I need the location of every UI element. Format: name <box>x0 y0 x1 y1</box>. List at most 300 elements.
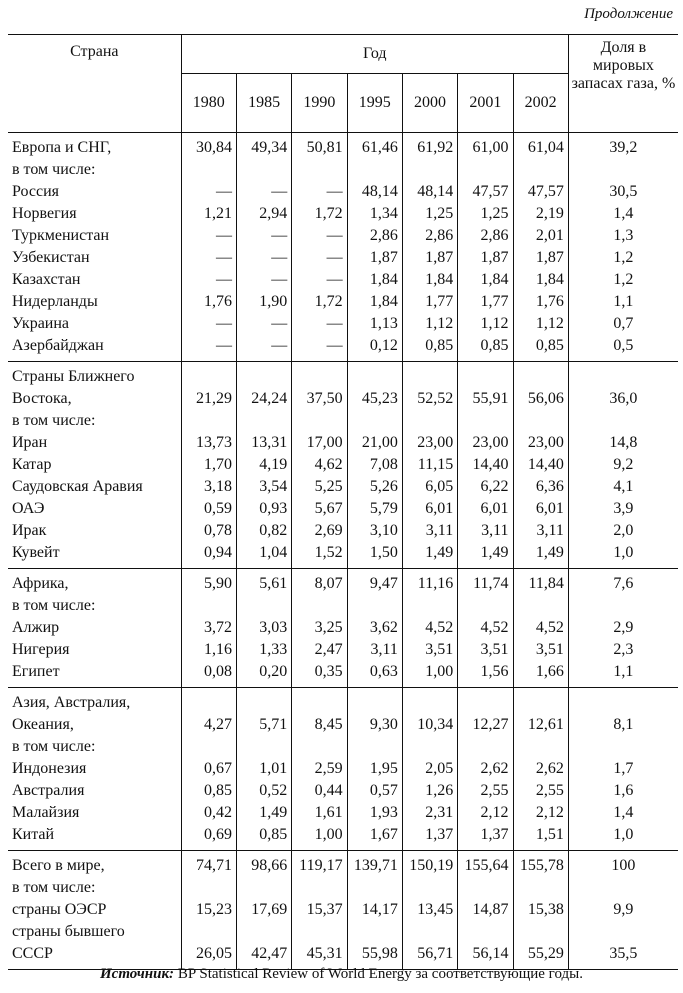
value-1985: 4,19 <box>236 454 291 476</box>
value-1995 <box>347 362 402 389</box>
value-2000: 1,25 <box>402 203 457 225</box>
value-2001: 2,55 <box>458 780 513 802</box>
country-name: Катар <box>12 456 52 473</box>
value-1990: 3,25 <box>292 617 347 639</box>
table-row <box>8 595 678 617</box>
value-1980: — <box>181 225 236 247</box>
value-2000 <box>402 362 457 389</box>
value-2002: 1,51 <box>513 824 568 851</box>
value-1980 <box>181 921 236 943</box>
value-1980: 5,90 <box>181 569 236 596</box>
value-2002 <box>513 736 568 758</box>
share-value: 35,5 <box>568 943 678 970</box>
table-row <box>8 688 678 715</box>
country-name: Норвегия <box>12 205 77 222</box>
value-1980: 13,73 <box>181 432 236 454</box>
value-2001: 1,87 <box>458 247 513 269</box>
value-2000: 1,37 <box>402 824 457 851</box>
value-2000: 2,31 <box>402 802 457 824</box>
value-1985: 1,49 <box>236 802 291 824</box>
value-1990: 15,37 <box>292 899 347 921</box>
value-2001: 2,12 <box>458 802 513 824</box>
value-1980: 0,59 <box>181 498 236 520</box>
share-value: 100 <box>568 851 678 878</box>
value-2001: 14,40 <box>458 454 513 476</box>
share-value: 8,1 <box>568 714 678 736</box>
table-row <box>8 410 678 432</box>
value-2001: 155,64 <box>458 851 513 878</box>
share-value: 2,0 <box>568 520 678 542</box>
country-name: Ирак <box>12 522 47 539</box>
value-1980: — <box>181 335 236 362</box>
share-value: 30,5 <box>568 181 678 203</box>
value-1990: 37,50 <box>292 388 347 410</box>
value-1985: 49,34 <box>236 133 291 160</box>
value-2002: 4,52 <box>513 617 568 639</box>
country-name: Иран <box>12 434 48 451</box>
value-1980: 3,18 <box>181 476 236 498</box>
country-name: страны бывшего <box>12 923 125 940</box>
value-1990: 5,25 <box>292 476 347 498</box>
value-1985: — <box>236 269 291 291</box>
value-2000: 1,00 <box>402 661 457 688</box>
value-1980: — <box>181 247 236 269</box>
value-2000: 10,34 <box>402 714 457 736</box>
value-2002: 56,06 <box>513 388 568 410</box>
share-value: 39,2 <box>568 133 678 160</box>
value-2000 <box>402 921 457 943</box>
value-1995: 5,26 <box>347 476 402 498</box>
value-2001: 1,77 <box>458 291 513 313</box>
value-2001: 61,00 <box>458 133 513 160</box>
value-1990: 17,00 <box>292 432 347 454</box>
value-2002: 1,66 <box>513 661 568 688</box>
value-2002: 1,76 <box>513 291 568 313</box>
table-row <box>8 388 678 410</box>
value-1980: 21,29 <box>181 388 236 410</box>
value-1995: 0,57 <box>347 780 402 802</box>
value-1990: 8,45 <box>292 714 347 736</box>
header-country: Страна <box>8 35 181 133</box>
value-1990: 2,69 <box>292 520 347 542</box>
country-name: Страны Ближнего <box>8 362 181 389</box>
value-1990 <box>292 877 347 899</box>
value-2002: 1,87 <box>513 247 568 269</box>
share-value: 9,9 <box>568 899 678 921</box>
value-1985: 1,04 <box>236 542 291 569</box>
country-name: Европа и СНГ, <box>12 139 112 156</box>
value-2000 <box>402 877 457 899</box>
share-value: 1,2 <box>568 247 678 269</box>
value-2000: 1,77 <box>402 291 457 313</box>
value-1995: 3,10 <box>347 520 402 542</box>
value-1980: — <box>181 313 236 335</box>
value-1995: 1,50 <box>347 542 402 569</box>
value-2001 <box>458 159 513 181</box>
value-2002: 6,36 <box>513 476 568 498</box>
country-name: в том числе: <box>12 738 96 755</box>
value-1985: 24,24 <box>236 388 291 410</box>
value-2002: 2,19 <box>513 203 568 225</box>
value-2000: 3,51 <box>402 639 457 661</box>
source-label: Источник: <box>100 966 175 982</box>
value-1980: 0,78 <box>181 520 236 542</box>
value-1995: 0,63 <box>347 661 402 688</box>
country-name: Украина <box>12 315 70 332</box>
value-1990 <box>292 921 347 943</box>
value-2000: 52,52 <box>402 388 457 410</box>
share-value: 1,1 <box>568 291 678 313</box>
value-1985 <box>236 159 291 181</box>
value-2002: 2,01 <box>513 225 568 247</box>
value-1990: — <box>292 335 347 362</box>
table-row <box>8 714 678 736</box>
country-name: Океания, <box>12 716 74 733</box>
value-1990: 0,35 <box>292 661 347 688</box>
share-value: 1,1 <box>568 661 678 688</box>
header-year-1995: 1995 <box>347 74 402 133</box>
value-2001: 1,49 <box>458 542 513 569</box>
value-1990: 119,17 <box>292 851 347 878</box>
value-1985: 0,20 <box>236 661 291 688</box>
value-1995: 1,84 <box>347 291 402 313</box>
value-1980: 0,85 <box>181 780 236 802</box>
value-1985 <box>236 410 291 432</box>
value-1985: — <box>236 335 291 362</box>
value-2001: 0,85 <box>458 335 513 362</box>
table-row <box>8 824 678 851</box>
value-1990: — <box>292 269 347 291</box>
value-1995: 21,00 <box>347 432 402 454</box>
header-year-2000: 2000 <box>402 74 457 133</box>
share-value: 1,4 <box>568 203 678 225</box>
value-2001: 2,62 <box>458 758 513 780</box>
value-1985 <box>236 362 291 389</box>
country-name: Индонезия <box>12 760 87 777</box>
value-2001: 23,00 <box>458 432 513 454</box>
value-1995: 9,30 <box>347 714 402 736</box>
value-1995 <box>347 595 402 617</box>
value-1985: 5,71 <box>236 714 291 736</box>
country-name: страны ОЭСР <box>12 901 107 918</box>
value-1985: 1,90 <box>236 291 291 313</box>
country-name: в том числе: <box>12 879 96 896</box>
country-name: Востока, <box>12 390 72 407</box>
value-1990: 1,52 <box>292 542 347 569</box>
header-year-1990: 1990 <box>292 74 347 133</box>
value-2002: 6,01 <box>513 498 568 520</box>
value-2001 <box>458 736 513 758</box>
value-2002: 15,38 <box>513 899 568 921</box>
value-1980: 15,23 <box>181 899 236 921</box>
share-value: 1,6 <box>568 780 678 802</box>
table-row <box>8 203 678 225</box>
header-year-1985: 1985 <box>236 74 291 133</box>
value-2002: 1,49 <box>513 542 568 569</box>
value-1980: 0,42 <box>181 802 236 824</box>
source-note <box>0 966 683 983</box>
value-1995: 9,47 <box>347 569 402 596</box>
table-row <box>8 661 678 688</box>
value-2002: 1,12 <box>513 313 568 335</box>
table-row <box>8 313 678 335</box>
share-value: 2,3 <box>568 639 678 661</box>
table-row <box>8 432 678 454</box>
value-2000: 61,92 <box>402 133 457 160</box>
value-1995: 1,84 <box>347 269 402 291</box>
value-1985 <box>236 877 291 899</box>
value-2002 <box>513 362 568 389</box>
value-1995: 0,12 <box>347 335 402 362</box>
value-1980 <box>181 410 236 432</box>
value-1985: 1,33 <box>236 639 291 661</box>
table-row <box>8 159 678 181</box>
value-1990: 1,72 <box>292 291 347 313</box>
value-2000 <box>402 595 457 617</box>
value-1985: 42,47 <box>236 943 291 970</box>
value-1985: 3,54 <box>236 476 291 498</box>
value-2000: 1,49 <box>402 542 457 569</box>
table-row <box>8 335 678 362</box>
country-name: Нигерия <box>12 641 70 658</box>
value-2001: 6,22 <box>458 476 513 498</box>
value-2001 <box>458 877 513 899</box>
value-2000: 56,71 <box>402 943 457 970</box>
value-1985 <box>236 736 291 758</box>
value-1990: 0,44 <box>292 780 347 802</box>
share-value <box>568 362 678 389</box>
value-1985: 1,01 <box>236 758 291 780</box>
value-1995: 1,93 <box>347 802 402 824</box>
share-value: 1,2 <box>568 269 678 291</box>
value-1995 <box>347 921 402 943</box>
value-1990: — <box>292 181 347 203</box>
share-value: 1,3 <box>568 225 678 247</box>
share-value: 1,0 <box>568 824 678 851</box>
value-2001: 2,86 <box>458 225 513 247</box>
table-row <box>8 569 678 596</box>
share-value <box>568 921 678 943</box>
value-2002: 55,29 <box>513 943 568 970</box>
value-2000: 2,05 <box>402 758 457 780</box>
value-2001: 4,52 <box>458 617 513 639</box>
value-2000: 1,87 <box>402 247 457 269</box>
value-2001: 3,11 <box>458 520 513 542</box>
value-1985: 0,52 <box>236 780 291 802</box>
value-1985: 2,94 <box>236 203 291 225</box>
value-1985: — <box>236 247 291 269</box>
value-2001: 1,37 <box>458 824 513 851</box>
value-1980: 1,16 <box>181 639 236 661</box>
value-1985: 13,31 <box>236 432 291 454</box>
value-2000 <box>402 159 457 181</box>
value-2000: 48,14 <box>402 181 457 203</box>
continuation-label: Продолжение <box>584 6 673 22</box>
share-value <box>568 736 678 758</box>
table-row <box>8 758 678 780</box>
value-1995: 48,14 <box>347 181 402 203</box>
share-value <box>568 595 678 617</box>
share-value <box>568 688 678 715</box>
value-1980: 1,76 <box>181 291 236 313</box>
value-2002: 14,40 <box>513 454 568 476</box>
header-year: Год <box>181 35 568 74</box>
value-2001: 1,12 <box>458 313 513 335</box>
country-name: Всего в мире, <box>8 851 181 878</box>
table-row <box>8 877 678 899</box>
value-2001: 12,27 <box>458 714 513 736</box>
value-1980 <box>181 159 236 181</box>
value-2000: 6,05 <box>402 476 457 498</box>
value-2001 <box>458 688 513 715</box>
share-value: 4,1 <box>568 476 678 498</box>
country-name: СССР <box>12 945 53 962</box>
value-1990 <box>292 736 347 758</box>
value-1990: 1,61 <box>292 802 347 824</box>
table-row <box>8 225 678 247</box>
value-2002: 2,55 <box>513 780 568 802</box>
country-name: Египет <box>12 663 60 680</box>
value-1995: 1,87 <box>347 247 402 269</box>
value-2002: 47,57 <box>513 181 568 203</box>
value-1985: 0,82 <box>236 520 291 542</box>
value-1990: 2,47 <box>292 639 347 661</box>
table-row <box>8 269 678 291</box>
table-row <box>8 454 678 476</box>
value-2001 <box>458 410 513 432</box>
value-1995 <box>347 159 402 181</box>
value-2001 <box>458 595 513 617</box>
value-1995: 1,13 <box>347 313 402 335</box>
share-value: 36,0 <box>568 388 678 410</box>
value-1980: 0,67 <box>181 758 236 780</box>
value-2002: 3,11 <box>513 520 568 542</box>
value-1990: 1,72 <box>292 203 347 225</box>
country-name: Азербайджан <box>12 337 104 354</box>
value-1980: — <box>181 269 236 291</box>
country-name: Малайзия <box>12 804 80 821</box>
value-1995: 1,95 <box>347 758 402 780</box>
country-name: Казахстан <box>12 271 81 288</box>
table-row <box>8 181 678 203</box>
value-1985: — <box>236 313 291 335</box>
table-row <box>8 921 678 943</box>
value-1985: 17,69 <box>236 899 291 921</box>
value-2001: 3,51 <box>458 639 513 661</box>
share-value: 0,7 <box>568 313 678 335</box>
table-row <box>8 780 678 802</box>
value-2002 <box>513 159 568 181</box>
value-2002 <box>513 410 568 432</box>
value-1980: — <box>181 181 236 203</box>
table-row <box>8 498 678 520</box>
value-1995: 139,71 <box>347 851 402 878</box>
value-2000: 6,01 <box>402 498 457 520</box>
country-name: Азия, Австралия, <box>8 688 181 715</box>
value-1995: 14,17 <box>347 899 402 921</box>
value-2002: 3,51 <box>513 639 568 661</box>
value-1990 <box>292 595 347 617</box>
value-2001: 6,01 <box>458 498 513 520</box>
value-2001: 55,91 <box>458 388 513 410</box>
country-name: в том числе: <box>12 161 96 178</box>
value-1990 <box>292 159 347 181</box>
value-1990: — <box>292 247 347 269</box>
value-2001: 56,14 <box>458 943 513 970</box>
value-2000: 13,45 <box>402 899 457 921</box>
value-1995: 2,86 <box>347 225 402 247</box>
value-1995 <box>347 688 402 715</box>
value-1990 <box>292 688 347 715</box>
value-2000 <box>402 410 457 432</box>
table-row <box>8 247 678 269</box>
value-1990: 8,07 <box>292 569 347 596</box>
country-name: Нидерланды <box>12 293 98 310</box>
share-value: 2,9 <box>568 617 678 639</box>
value-2000: 11,15 <box>402 454 457 476</box>
value-2000: 1,84 <box>402 269 457 291</box>
table-row <box>8 291 678 313</box>
value-2000: 11,16 <box>402 569 457 596</box>
value-1995: 55,98 <box>347 943 402 970</box>
value-1985 <box>236 688 291 715</box>
value-2000: 1,26 <box>402 780 457 802</box>
value-2000 <box>402 688 457 715</box>
share-value: 1,4 <box>568 802 678 824</box>
header-year-1980: 1980 <box>181 74 236 133</box>
value-2001 <box>458 362 513 389</box>
value-1980: 4,27 <box>181 714 236 736</box>
country-name: Туркменистан <box>12 227 110 244</box>
value-1990: 45,31 <box>292 943 347 970</box>
share-value: 9,2 <box>568 454 678 476</box>
header-year-2001: 2001 <box>458 74 513 133</box>
value-2002: 11,84 <box>513 569 568 596</box>
value-1995: 3,11 <box>347 639 402 661</box>
value-1990: 2,59 <box>292 758 347 780</box>
value-2001: 1,84 <box>458 269 513 291</box>
share-value <box>568 877 678 899</box>
country-name: Китай <box>12 826 55 843</box>
value-2000: 3,11 <box>402 520 457 542</box>
country-name: Африка, <box>8 569 181 596</box>
value-1980: 26,05 <box>181 943 236 970</box>
value-1985: 0,85 <box>236 824 291 851</box>
table-row <box>8 542 678 569</box>
value-1990: 5,67 <box>292 498 347 520</box>
share-value: 14,8 <box>568 432 678 454</box>
value-1990 <box>292 410 347 432</box>
value-2002 <box>513 921 568 943</box>
share-value: 7,6 <box>568 569 678 596</box>
value-2002: 23,00 <box>513 432 568 454</box>
value-1980: 30,84 <box>181 133 236 160</box>
value-1995: 61,46 <box>347 133 402 160</box>
header-year-2002: 2002 <box>513 74 568 133</box>
value-1995: 1,34 <box>347 203 402 225</box>
share-value: 1,7 <box>568 758 678 780</box>
country-name: Австралия <box>12 782 85 799</box>
value-1990: 50,81 <box>292 133 347 160</box>
table-row <box>8 851 678 878</box>
value-2001: 11,74 <box>458 569 513 596</box>
value-2001: 47,57 <box>458 181 513 203</box>
value-1980: 0,08 <box>181 661 236 688</box>
value-1980 <box>181 595 236 617</box>
source-text: BP Statistical Review of World Energy за соответствующие годы. <box>177 966 583 982</box>
share-value: 0,5 <box>568 335 678 362</box>
value-2002: 12,61 <box>513 714 568 736</box>
